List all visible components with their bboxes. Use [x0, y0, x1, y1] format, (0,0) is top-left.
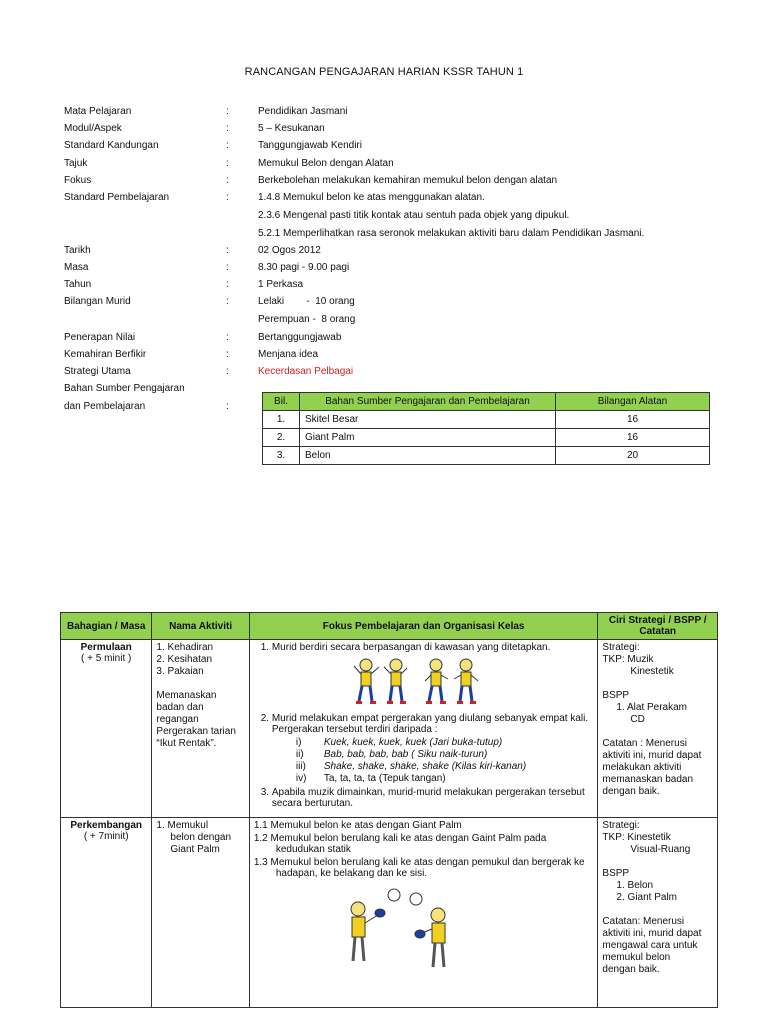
- activity-cell: 1. Memukul belon dengan Giant Palm: [152, 818, 249, 1008]
- info-value: Bertanggungjawab: [258, 332, 342, 343]
- resource-item: Giant Palm: [300, 429, 556, 447]
- focus-item: 3. Apabila muzik dimainkan, murid-murid melakukan pergerakan tersebut secara berturutan.: [272, 787, 594, 809]
- info-label: Tajuk: [64, 158, 88, 169]
- info-value: 02 Ogos 2012: [258, 245, 321, 256]
- activity-cell: [152, 640, 249, 818]
- info-label: Bahan Sumber Pengajaran: [64, 383, 185, 394]
- info-value: 5 – Kesukanan: [258, 123, 325, 134]
- stage-time: ( + 7minit): [83, 831, 129, 842]
- lesson-header: Bahagian / Masa: [61, 613, 152, 640]
- lesson-header-row: [61, 613, 718, 640]
- stage-cell: [61, 640, 152, 818]
- focus-item: 1.3 Memukul belon berulang kali ke atas dengan pemukul dan bergerak ke hadapan, ke belakang dan ke sisi.: [253, 857, 585, 879]
- warmup-text: Pergerakan tarian: [156, 726, 236, 737]
- resources-header: Bilangan Alatan: [556, 393, 710, 411]
- focus-item: 1.1 Memukul belon ke atas dengan Giant Palm: [253, 820, 462, 831]
- info-value: 2.3.6 Mengenal pasti titik kontak atau sentuh pada objek yang dipukul.: [258, 210, 570, 221]
- info-value: Lelaki - 10 orang: [258, 296, 355, 307]
- info-value: Memukul Belon dengan Alatan: [258, 158, 394, 169]
- focus-list: [254, 642, 594, 809]
- warmup-text: badan dan: [156, 702, 204, 713]
- info-label: Tahun: [64, 279, 92, 290]
- resource-qty: 20: [556, 447, 710, 465]
- info-label: Penerapan Nilai: [64, 332, 136, 343]
- resource-no: 2.: [263, 429, 300, 447]
- activity-item: 1. Kehadiran: [156, 642, 214, 653]
- info-value: 8.30 pagi - 9.00 pagi: [258, 262, 350, 273]
- balloon-hitting-illustration: [344, 887, 594, 977]
- info-label: Standard Kandungan: [64, 140, 159, 151]
- focus-item: 1.2 Memukul belon berulang kali ke atas dengan Gaint Palm pada kedudukan statik: [253, 833, 547, 855]
- info-label: Modul/Aspek: [64, 123, 122, 134]
- warmup-text: “Ikut Rentak”.: [156, 738, 217, 749]
- stage-name: Perkembangan: [70, 820, 143, 831]
- lesson-table: [60, 612, 718, 1008]
- stage-time: ( + 5 minit ): [81, 653, 132, 664]
- lesson-header: Fokus Pembelajaran dan Organisasi Kelas: [249, 613, 598, 640]
- info-label: Tarikh: [64, 245, 91, 256]
- info-value: Perempuan - 8 orang: [258, 314, 356, 325]
- info-label: Strategi Utama: [64, 366, 131, 377]
- notes-cell: Strategi: TKP: Kinestetik Visual-Ruang BSPP 1. Belon 2. Giant Palm Catatan: Menerusi aktiviti ini, murid dapat mengawal cara untuk memukul belon dengan baik.: [598, 818, 718, 1008]
- table-row: [61, 640, 718, 818]
- info-label: Standard Pembelajaran: [64, 192, 170, 203]
- moves-list: i) Kuek, kuek, kuek, kuek (Jari buka-tutup) ii) Bab, bab, bab, bab ( Siku naik-turun) iii) Shake, shake, shake, shake (Kilas kiri-kanan) iv) Ta, ta, ta, ta (Tepuk tangan): [295, 737, 527, 784]
- resource-item: Skitel Besar: [300, 411, 556, 429]
- info-value: Kecerdasan Pelbagai: [258, 366, 354, 377]
- resource-no: 3.: [263, 447, 300, 465]
- focus-item: 1. Murid berdiri secara berpasangan di kawasan yang ditetapkan.: [272, 642, 594, 707]
- stage-cell: [61, 818, 152, 1008]
- lesson-header: Nama Aktiviti: [152, 613, 249, 640]
- page-title: RANCANGAN PENGAJARAN HARIAN KSSR TAHUN 1: [244, 66, 524, 78]
- stage-name: Permulaan: [80, 642, 132, 653]
- focus-cell: [249, 818, 598, 1008]
- warmup-text: Memanaskan: [156, 690, 217, 701]
- info-value: 1.4.8 Memukul belon ke atas menggunakan alatan.: [258, 192, 485, 203]
- resource-item: Belon: [300, 447, 556, 465]
- resources-table: [262, 392, 710, 465]
- info-value: 5.2.1 Memperlihatkan rasa seronok melakukan aktiviti baru dalam Pendidikan Jasmani.: [258, 228, 645, 239]
- lesson-header: Ciri Strategi / BSPP / Catatan: [598, 613, 718, 640]
- activity-item: 2. Kesihatan: [156, 654, 213, 665]
- resource-qty: 16: [556, 429, 710, 447]
- activity-item: 3. Pakaian: [156, 666, 204, 677]
- info-value: Tanggungjawab Kendiri: [258, 140, 362, 151]
- resource-qty: 16: [556, 411, 710, 429]
- table-row: [263, 411, 710, 429]
- info-value: Berkebolehan melakukan kemahiran memukul belon dengan alatan: [258, 175, 558, 186]
- info-value: 1 Perkasa: [258, 279, 304, 290]
- info-label: Bilangan Murid: [64, 296, 131, 307]
- dancing-children-illustration: [352, 657, 594, 707]
- resource-no: 1.: [263, 411, 300, 429]
- table-row: [263, 429, 710, 447]
- notes-cell: Strategi: TKP: Muzik Kinestetik BSPP 1. Alat Perakam CD Catatan : Menerusi aktiviti ini, murid dapat melakukan aktiviti memanaskan badan dengan baik.: [598, 640, 718, 818]
- info-value: Pendidikan Jasmani: [258, 106, 348, 117]
- info-label: Fokus: [64, 175, 92, 186]
- info-label: Mata Pelajaran: [64, 106, 132, 117]
- warmup-text: regangan: [156, 714, 199, 725]
- info-label: Masa: [64, 262, 89, 273]
- info-label: Kemahiran Berfikir: [64, 349, 147, 360]
- table-row: [61, 818, 718, 1008]
- focus-item: 2. Murid melakukan empat pergerakan yang diulang sebanyak empat kali. Pergerakan tersebut terdiri daripada : i) Kuek, kuek, kuek, kuek (Jari buka-tutup) ii) Bab, bab, bab, bab ( Siku naik-turun) iii) Shake, shake, shake, shake (Kilas kiri-kanan) iv) Ta, ta, ta, ta (Tepuk tangan): [272, 713, 594, 785]
- info-label: dan Pembelajaran: [64, 401, 146, 412]
- table-row: [263, 447, 710, 465]
- resources-header: Bil.: [263, 393, 300, 411]
- resources-header: Bahan Sumber Pengajaran dan Pembelajaran: [300, 393, 556, 411]
- focus-cell: [249, 640, 598, 818]
- info-value: Menjana idea: [258, 349, 319, 360]
- resources-header-row: [263, 393, 710, 411]
